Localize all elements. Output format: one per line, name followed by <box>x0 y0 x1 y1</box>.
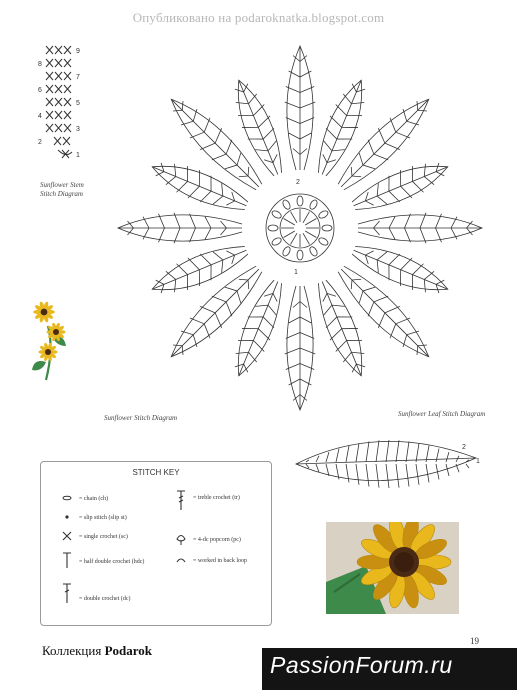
crochet-sunflower-image <box>326 522 459 614</box>
stem-row-number: 2 <box>38 139 42 146</box>
center-popcorn <box>271 236 283 246</box>
key-item-dc: = double crochet (dc) <box>79 596 131 602</box>
center-popcorn <box>281 246 291 258</box>
sunflower-illustration <box>28 296 72 384</box>
leaf-stitch <box>326 452 329 476</box>
back-loop-symbol-icon <box>175 553 187 567</box>
leaf-stitch <box>386 440 389 488</box>
center-popcorn <box>322 225 332 231</box>
center-spoke <box>303 212 310 223</box>
petal-stitch <box>352 84 365 92</box>
center-spoke <box>291 233 298 244</box>
chain-symbol-icon <box>61 491 73 505</box>
petal-stitch <box>226 192 234 205</box>
stem-caption-1: Sunflower Stem <box>40 181 84 189</box>
petal-stitch <box>226 251 234 264</box>
center-spoke <box>303 233 310 244</box>
leaf-stitch <box>356 443 359 485</box>
petal-stitch <box>365 251 373 264</box>
single-crochet-symbol-icon <box>61 529 73 543</box>
slip-stitch-symbol-icon <box>61 510 73 524</box>
leaf-stitch <box>316 456 319 472</box>
stitch-key-title: STITCH KEY <box>132 468 180 477</box>
petal-stitch <box>264 293 277 301</box>
petal-stitch <box>235 84 248 92</box>
key-item-hdc: = half double crochet (hdc) <box>79 559 144 565</box>
leaf-stitch <box>436 449 439 480</box>
key-item-back-loop: = worked in back loop <box>193 558 247 564</box>
stem-row-number: 3 <box>76 126 80 133</box>
petal-stitch <box>365 192 373 205</box>
page-number: 19 <box>470 636 479 646</box>
mini-flower-center <box>45 349 51 355</box>
mini-flower-center <box>41 309 48 316</box>
center-spoke <box>305 231 316 238</box>
hdc-symbol-icon <box>61 551 73 569</box>
center-label-2: 2 <box>296 179 300 186</box>
petal-stitch <box>156 163 164 176</box>
mini-flower-center <box>53 329 59 335</box>
center-popcorn <box>297 250 303 260</box>
stem-row-number: 9 <box>76 48 80 55</box>
leaf-stitch <box>446 452 449 476</box>
leaf-stitch <box>426 446 429 483</box>
center-spoke <box>305 219 316 226</box>
dc-symbol-icon <box>61 582 73 604</box>
stem-row-number: 8 <box>38 61 42 68</box>
center-popcorn <box>281 199 291 211</box>
sunflower-stitch-diagram <box>110 38 510 428</box>
leaf-stitch <box>366 441 369 486</box>
stem-row-number: 4 <box>38 113 42 120</box>
key-item-popcorn: = 4-dc popcorn (pc) <box>193 537 241 543</box>
petal-stitch <box>323 293 336 301</box>
center-popcorn <box>271 209 283 219</box>
leaf-stitch <box>336 449 339 480</box>
center-label-1: 1 <box>294 269 298 276</box>
petal-stitch <box>264 154 277 162</box>
petal-stitch <box>156 280 164 293</box>
leaf-stitch <box>346 446 349 483</box>
stitch-key-box <box>40 461 272 626</box>
petal-stitch <box>235 364 248 372</box>
petal-stitch <box>323 154 336 162</box>
stem-row-number: 1 <box>76 152 80 159</box>
key-item-chain: = chain (ch) <box>79 496 108 502</box>
leaf-caption: Sunflower Leaf Stitch Diagram <box>398 410 486 418</box>
stem-row-number: 6 <box>38 87 42 94</box>
petal-stitch <box>436 280 444 293</box>
leaf-row-2: 2 <box>462 444 466 451</box>
center-popcorn <box>308 199 318 211</box>
leaf-stitch <box>406 441 409 486</box>
center-spoke <box>284 219 295 226</box>
petal-stitch <box>436 163 444 176</box>
center-popcorn <box>318 209 330 219</box>
center-popcorn <box>308 246 318 258</box>
leaf-row-1: 1 <box>476 458 480 465</box>
treble-symbol-icon <box>175 489 187 511</box>
center-popcorn <box>297 196 303 206</box>
petal-stitch <box>352 364 365 372</box>
center-spoke <box>291 212 298 223</box>
leaf-stitch-diagram <box>290 428 490 498</box>
stem-row-number: 7 <box>76 74 80 81</box>
stem-row-number: 5 <box>76 100 80 107</box>
center-popcorn <box>268 225 278 231</box>
collection-prefix: Коллекция <box>42 643 102 658</box>
flower-caption: Sunflower Stitch Diagram <box>104 414 178 422</box>
stem-caption-2: Stitch Diagram <box>40 190 83 198</box>
popcorn-symbol-icon <box>175 531 187 547</box>
key-item-single-crochet: = single crochet (sc) <box>79 534 128 540</box>
center-popcorn <box>318 236 330 246</box>
leaf-stitch <box>416 443 419 485</box>
key-item-slip-stitch: = slip stitch (slip st) <box>79 515 127 521</box>
forum-watermark: PassionForum.ru <box>270 652 453 678</box>
center-ring-outer <box>266 194 334 262</box>
leaf-stitch <box>396 440 399 487</box>
center-spoke <box>284 231 295 238</box>
collection-footer <box>42 643 152 659</box>
blog-watermark: Опубликовано на podaroknatka.blogspot.com <box>132 10 385 25</box>
collection-name: Podarok <box>104 643 152 658</box>
stem-stitch-diagram <box>36 40 96 170</box>
sunflower-photo <box>326 522 459 614</box>
key-item-treble: = treble crochet (tr) <box>193 495 240 501</box>
